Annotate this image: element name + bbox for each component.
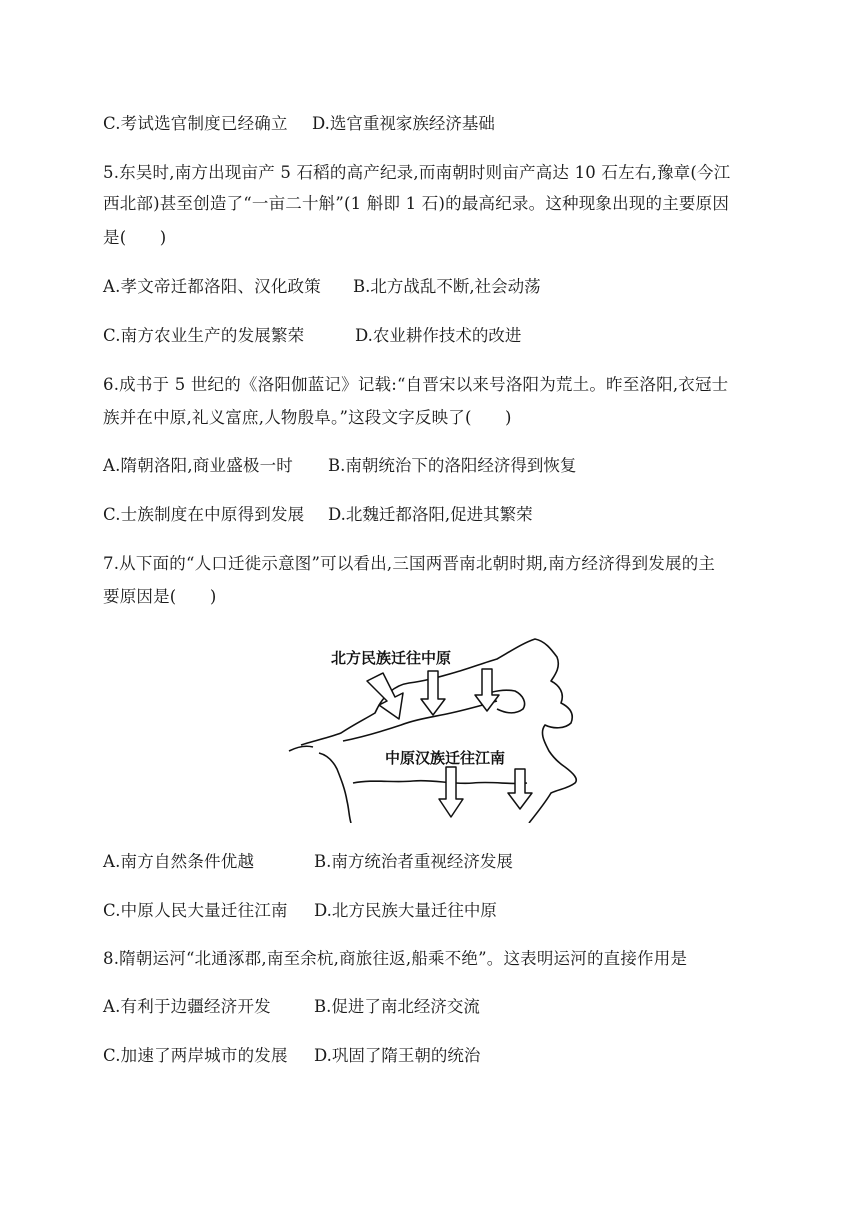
arrow-down-1 <box>367 673 403 719</box>
map-river-yellow <box>343 701 497 741</box>
map-river-yangtze <box>353 781 527 784</box>
map-label-central: 中原汉族迁往江南 <box>385 749 506 767</box>
q8-option-b: B.促进了南北经济交流 <box>314 997 480 1016</box>
q5-option-c: C.南方农业生产的发展繁荣 <box>103 326 305 345</box>
q7-option-b: B.南方统治者重视经济发展 <box>314 852 513 871</box>
q7-stem-line-2: 要原因是( ) <box>103 587 217 606</box>
q5-stem-line-2: 西北部)甚至创造了“一亩二十斛”(1 斛即 1 石)的最高纪录。这种现象出现的主要原因 <box>103 194 730 213</box>
q8-stem-line-1: 8.隋朝运河“北通涿郡,南至余杭,商旅往返,船乘不绝”。这表明运河的直接作用是 <box>103 949 688 968</box>
q4-option-d: D.选官重视家族经济基础 <box>312 114 495 133</box>
arrow-down-4 <box>439 767 463 817</box>
q6-stem-line-2: 族并在中原,礼义富庶,人物殷阜。”这段文字反映了( ) <box>103 408 512 427</box>
q5-stem-line-3: 是( ) <box>103 228 167 247</box>
q7-option-a: A.南方自然条件优越 <box>103 852 255 871</box>
q6-option-c: C.士族制度在中原得到发展 <box>103 505 305 524</box>
q6-option-b: B.南朝统治下的洛阳经济得到恢复 <box>328 456 577 475</box>
q8-option-c: C.加速了两岸城市的发展 <box>103 1046 288 1065</box>
map-coastline-west <box>289 746 351 823</box>
arrow-down-2 <box>421 671 445 715</box>
q5-option-a: A.孝文帝迁都洛阳、汉化政策 <box>103 277 321 296</box>
q6-stem-line-1: 6.成书于 5 世纪的《洛阳伽蓝记》记载:“自晋宋以来号洛阳为荒土。昨至洛阳,衣冠士 <box>103 375 729 394</box>
q5-stem-line-1: 5.东吴时,南方出现亩产 5 石稻的高产纪录,而南朝时则亩产高达 10 石左右,豫章(今江 <box>103 163 731 182</box>
arrow-down-5 <box>508 769 532 809</box>
q7-option-c: C.中原人民大量迁往江南 <box>103 901 288 920</box>
q6-option-d: D.北魏迁都洛阳,促进其繁荣 <box>328 505 533 524</box>
q4-option-c: C.考试选官制度已经确立 <box>103 114 288 133</box>
q7-option-d: D.北方民族大量迁往中原 <box>314 901 497 920</box>
q7-stem-line-1: 7.从下面的“人口迁徙示意图”可以看出,三国两晋南北朝时期,南方经济得到发展的主 <box>103 554 716 573</box>
q8-option-a: A.有利于边疆经济开发 <box>103 997 271 1016</box>
q8-option-d: D.巩固了隋王朝的统治 <box>314 1046 481 1065</box>
q5-option-d: D.农业耕作技术的改进 <box>355 326 522 345</box>
map-label-north: 北方民族迁往中原 <box>331 649 452 667</box>
q6-option-a: A.隋朝洛阳,商业盛极一时 <box>103 456 294 475</box>
arrow-down-3 <box>475 669 499 711</box>
migration-map <box>283 633 583 823</box>
q5-option-b: B.北方战乱不断,社会动荡 <box>353 277 541 296</box>
